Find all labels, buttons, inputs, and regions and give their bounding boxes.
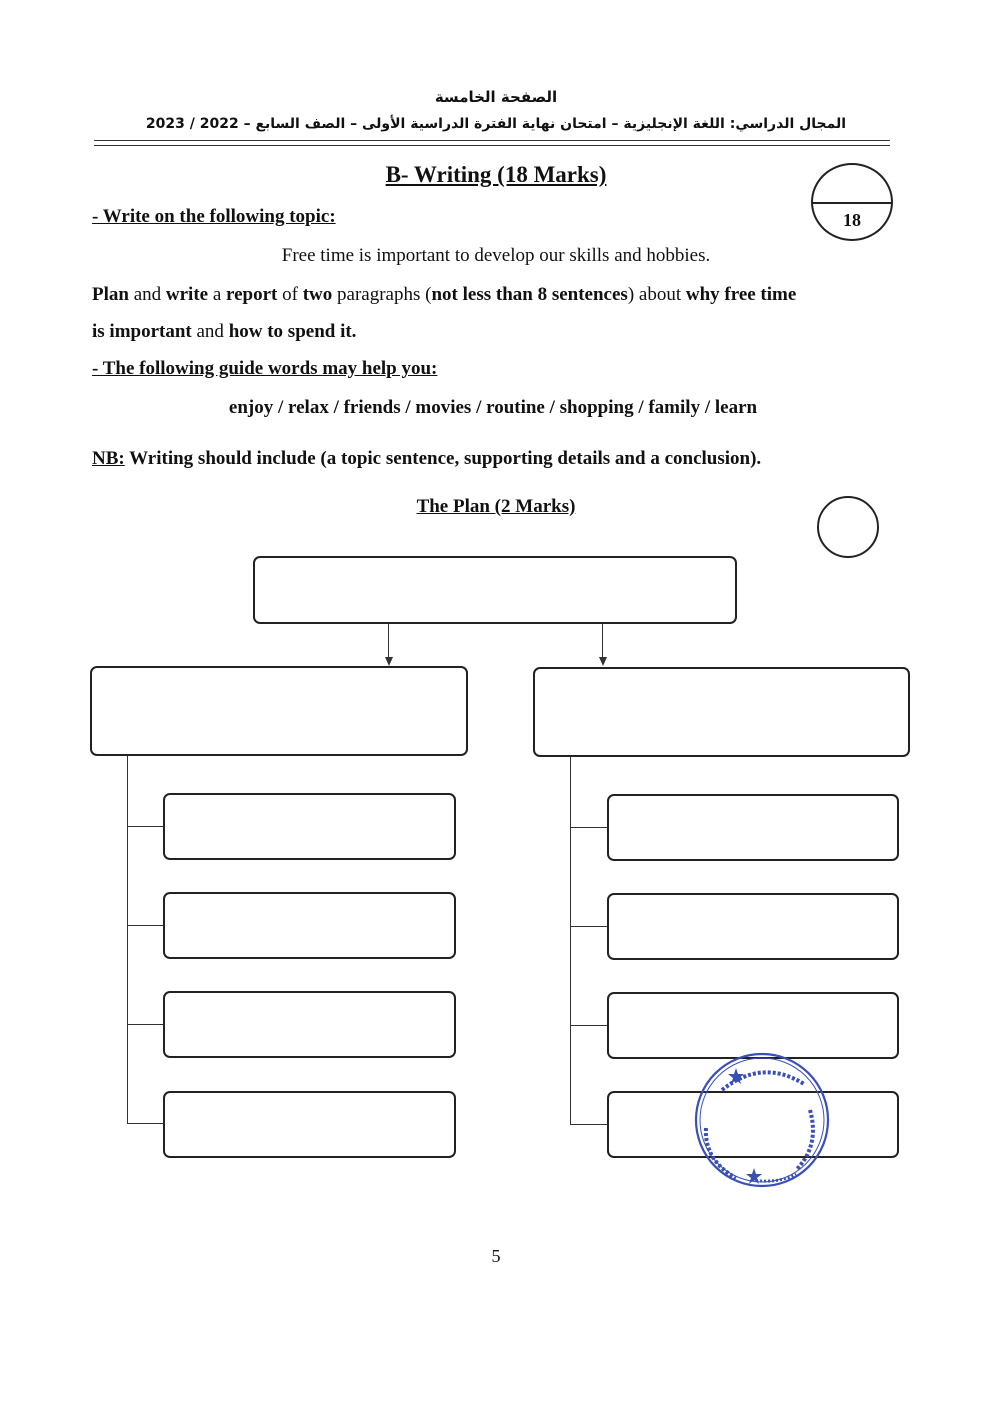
tree-branch <box>127 1024 164 1025</box>
guide-heading: - The following guide words may help you: <box>92 358 438 379</box>
plan-detail-box-left[interactable] <box>163 892 456 959</box>
tree-trunk-right <box>570 757 571 1124</box>
instruction-line-2 <box>92 322 356 341</box>
plan-score-circle <box>817 496 879 558</box>
guide-words: enjoy / relax / friends / movies / routine / shopping / family / learn <box>228 397 758 418</box>
plan-detail-box-left[interactable] <box>163 991 456 1058</box>
instr-word: report <box>226 284 278 305</box>
tree-branch <box>570 1124 608 1125</box>
tree-branch <box>127 925 164 926</box>
instr-word: a <box>208 284 227 305</box>
score-value: 18 <box>843 210 861 230</box>
arrow-down-icon <box>599 657 607 666</box>
instr-word: not less than 8 sentences <box>431 284 628 305</box>
topic-text: Free time is important to develop our skills and hobbies. <box>281 245 711 266</box>
section-title-text: B- Writing (18 Marks) <box>385 162 607 187</box>
connector-left <box>388 624 389 657</box>
instr-word: paragraphs ( <box>332 284 432 305</box>
plan-title-text: The Plan (2 Marks) <box>416 496 576 517</box>
instr-word: why free time <box>685 284 797 305</box>
instr-word: how to spend it. <box>228 321 357 342</box>
page-number: 5 <box>491 1246 501 1266</box>
plan-detail-box-left[interactable] <box>163 1091 456 1158</box>
plan-detail-box-right[interactable] <box>607 893 899 960</box>
instr-word: ) about <box>627 284 686 305</box>
instr-word: of <box>277 284 303 305</box>
plan-main-box[interactable] <box>253 556 737 624</box>
instr-word: two <box>302 284 333 305</box>
tree-branch <box>570 926 608 927</box>
instruction-line-1 <box>92 285 796 304</box>
plan-detail-box-right[interactable] <box>607 794 899 861</box>
official-stamp-icon <box>692 1050 832 1190</box>
tree-branch <box>127 1123 164 1124</box>
score-circle <box>811 163 893 241</box>
arrow-down-icon <box>385 657 393 666</box>
plan-paragraph-box-left[interactable] <box>90 666 468 756</box>
instr-word: and <box>191 321 229 342</box>
plan-paragraph-box-right[interactable] <box>533 667 910 757</box>
plan-detail-box-left[interactable] <box>163 793 456 860</box>
score-divider <box>813 202 891 204</box>
tree-trunk-left <box>127 756 128 1124</box>
tree-branch <box>127 826 164 827</box>
instr-word: and <box>128 284 166 305</box>
connector-right <box>602 624 603 657</box>
nb-text: Writing should include (a topic sentence, supporting details and a conclusion). <box>124 448 762 469</box>
instr-word: is important <box>92 321 192 342</box>
nb-label: NB: <box>92 448 125 469</box>
page-label: الصفحة الخامسة <box>434 88 558 106</box>
topic-heading: - Write on the following topic: <box>92 206 336 227</box>
subject-line: المجال الدراسي: اللغة الإنجليزية – امتحان نهاية الفترة الدراسية الأولى – الصف السابع – 2022 / 2023 <box>145 116 847 132</box>
plan-detail-box-right[interactable] <box>607 992 899 1059</box>
nb-note <box>92 449 761 468</box>
tree-branch <box>570 827 608 828</box>
header-separator <box>94 140 890 146</box>
instr-word: Plan <box>92 284 129 305</box>
tree-branch <box>570 1025 608 1026</box>
instr-word: write <box>165 284 209 305</box>
